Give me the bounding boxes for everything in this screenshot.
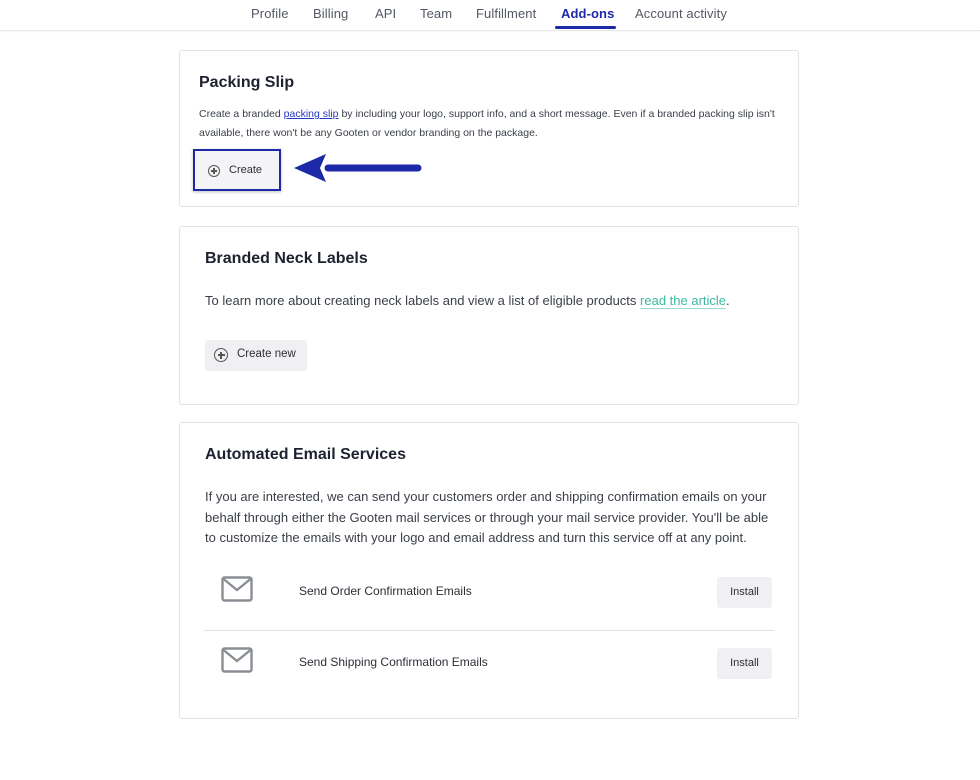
order-confirmation-label: Send Order Confirmation Emails (299, 584, 472, 598)
packing-slip-description (199, 105, 789, 143)
neck-labels-text-after: . (726, 293, 730, 308)
install-order-confirmation-button[interactable]: Install (717, 577, 772, 608)
create-new-label: Create new (237, 348, 296, 360)
tab-add-ons[interactable]: Add-ons (561, 6, 615, 21)
row-divider (204, 630, 774, 631)
email-services-card (179, 422, 799, 719)
tab-billing[interactable]: Billing (313, 6, 349, 21)
shipping-confirmation-label: Send Shipping Confirmation Emails (299, 655, 488, 669)
packing-slip-title: Packing Slip (199, 74, 295, 91)
email-services-title: Automated Email Services (205, 446, 406, 463)
packing-slip-text-after: by including your logo, support info, and a short message. Even if a branded packing slip isn't available, there won't be any Gooten or vendor branding on the package. (199, 108, 775, 139)
tab-api[interactable]: API (375, 6, 397, 21)
email-services-description: If you are interested, we can send your customers order and shipping confirmation emails on your behalf through either the Gooten mail services or through your mail service provider. You'll be able to customize the emails with your logo and email address and turn this service off at any point. (205, 489, 769, 545)
create-packing-slip-button[interactable] (193, 149, 281, 191)
read-article-link[interactable]: read the article (640, 293, 727, 308)
neck-labels-description (205, 293, 730, 308)
packing-slip-link[interactable]: packing slip (283, 108, 339, 120)
top-nav (0, 0, 980, 31)
plus-circle-icon (208, 165, 220, 177)
neck-labels-text-before: To learn more about creating neck labels and view a list of eligible products (205, 293, 641, 308)
neck-labels-card (179, 226, 799, 405)
mail-icon (221, 647, 253, 673)
plus-circle-icon (214, 348, 228, 362)
annotation-arrow-icon (290, 152, 422, 184)
packing-slip-text-before: Create a branded (199, 108, 284, 120)
active-tab-indicator (555, 26, 616, 29)
tab-fulfillment[interactable]: Fulfillment (476, 6, 537, 21)
create-neck-label-button[interactable] (205, 340, 307, 371)
tab-profile[interactable]: Profile (251, 6, 289, 21)
create-button-label: Create (229, 164, 263, 176)
install-shipping-confirmation-button[interactable]: Install (717, 648, 772, 679)
mail-icon (221, 576, 253, 602)
tab-account-activity[interactable]: Account activity (635, 6, 727, 21)
tab-team[interactable]: Team (420, 6, 453, 21)
neck-labels-title: Branded Neck Labels (205, 250, 368, 267)
